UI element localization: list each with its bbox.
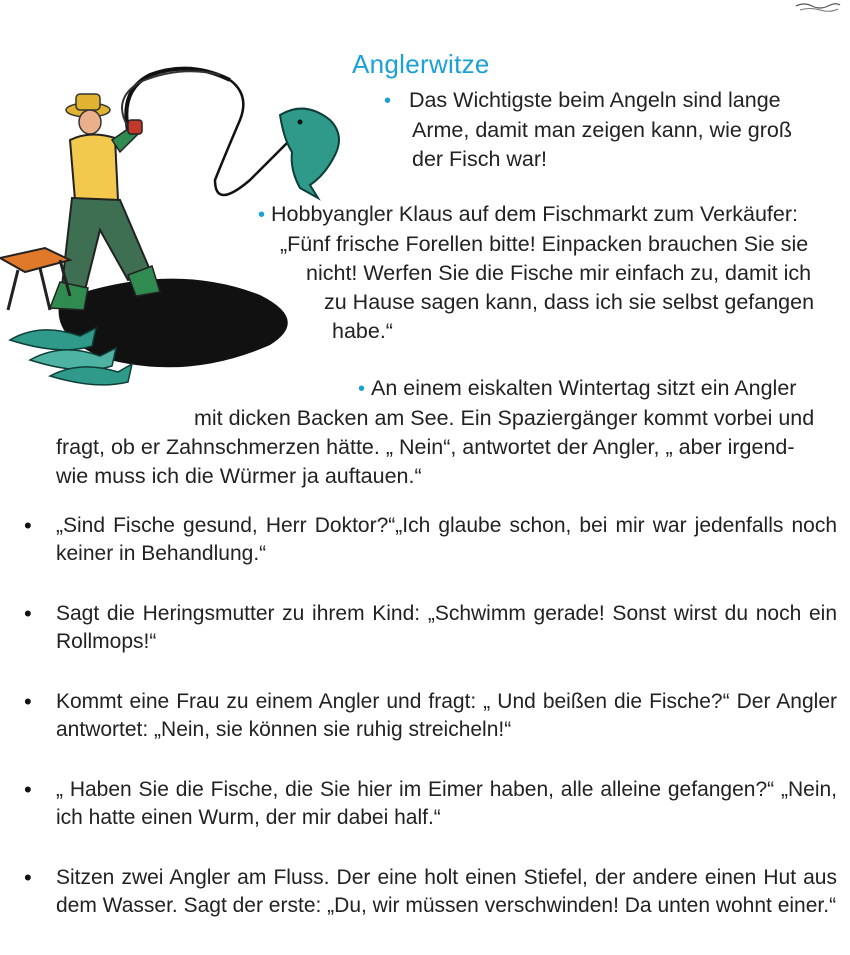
- joke-1: • Das Wichtigste beim Angeln sind lange Arme, damit man zeigen kann, wie groß der Fisch war!: [384, 88, 792, 171]
- list-item: • „ Haben Sie die Fische, die Sie hier im Eimer haben, alle alleine gefangen?“ „Nein, ich hatte einen Wurm, der mir dabei half.“: [24, 777, 837, 829]
- list-item: • Sagt die Heringsmutter zu ihrem Kind: „Schwimm gerade! Sonst wirst du noch ein Rollmops!“: [24, 601, 837, 653]
- page-title: Anglerwitze: [352, 49, 490, 80]
- list-item: • „Sind Fische gesund, Herr Doktor?“„Ich glaube schon, bei mir war jedenfalls noch keiner in Behandlung.“: [24, 513, 837, 565]
- bullet-icon: •: [24, 601, 32, 626]
- list-item: • Sitzen zwei Angler am Fluss. Der eine holt einen Stiefel, der andere einen Hut aus dem Wasser. Sagt der erste: „Du, wir müssen verschwinden! Da unten wohnt einer.“: [24, 865, 837, 917]
- joke-3: • An einem eiskalten Wintertag sitzt ein Angler mit dicken Backen am See. Ein Spaziergänger kommt vorbei und fragt, ob er Zahnschmerzen hätte. „ Nein“, antwortet der Angler, „ aber irgend- wie muss ich die Würmer ja auftauen.“: [56, 376, 815, 488]
- bullet-icon: •: [24, 513, 32, 538]
- bullet-icon: •: [24, 689, 32, 714]
- bullet-icon: •: [24, 865, 32, 890]
- bullet-icon: •: [258, 204, 266, 226]
- bullet-icon: •: [24, 777, 32, 802]
- bullet-icon: •: [358, 378, 366, 400]
- corner-scribble: [792, 0, 842, 14]
- joke-2: • Hobbyangler Klaus auf dem Fischmarkt zum Verkäufer: „Fünf frische Forellen bitte! Einpacken brauchen Sie sie nicht! Werfen Sie die Fische mir einfach zu, damit ich zu Hause sagen kann, dass ich sie selbst gefangen habe.“: [258, 202, 815, 343]
- jumping-fish: [280, 109, 339, 198]
- bullet-icon: •: [384, 90, 392, 112]
- fisherman: [50, 94, 160, 310]
- list-item: • Kommt eine Frau zu einem Angler und fragt: „ Und beißen die Fische?“ Der Angler antwortet: „Nein, sie können sie ruhig streicheln!“: [24, 689, 837, 741]
- joke-list: [22, 512, 837, 952]
